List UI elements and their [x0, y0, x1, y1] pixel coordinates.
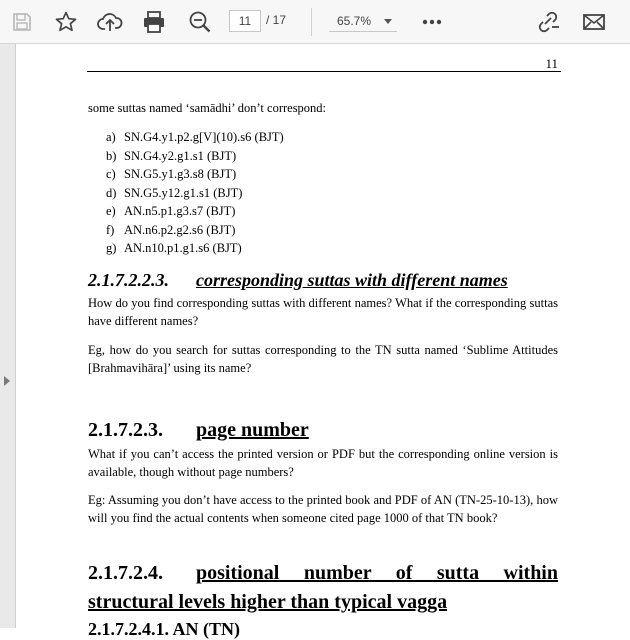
list-item-label: a) — [106, 130, 116, 144]
list-item — [106, 184, 284, 203]
heading-line — [88, 559, 558, 588]
list-item-label: b) — [106, 148, 117, 163]
list-item-label: c) — [106, 167, 116, 181]
paragraph: What if you can’t access the printed version or PDF but the corresponding online version is available, though without page numbers? — [88, 447, 558, 479]
list-item — [106, 221, 284, 240]
bookmark-star-icon[interactable] — [52, 8, 80, 36]
list-item — [106, 202, 284, 221]
zoom-out-icon[interactable] — [186, 8, 214, 36]
paragraph: How do you find corresponding suttas with different names? What if the corresponding suttas have different names? — [88, 296, 558, 328]
chevron-down-icon[interactable] — [384, 19, 392, 24]
list-item-label: d) — [106, 185, 117, 200]
section-title-line2: structural levels higher than typical vagga — [88, 591, 448, 613]
list-item-text: AN.n6.p2.g2.s6 (BJT) — [124, 222, 236, 237]
header-rule — [87, 71, 561, 72]
toolbar-divider — [311, 8, 312, 36]
intro-text: some suttas named ‘samādhi’ don’t correspond: — [88, 101, 327, 115]
toolbar — [0, 0, 630, 44]
zoom-value: 65.7% — [337, 14, 372, 28]
list-item-text: AN.n5.p1.g3.s7 (BJT) — [124, 204, 236, 218]
page-total: / 17 — [266, 13, 287, 27]
section-title: corresponding suttas with different names — [196, 270, 508, 290]
partial-heading-text: 2.1.7.2.4.1. AN (TN) — [88, 619, 240, 639]
paragraph: Eg: Assuming you don’t have access to the printed book and PDF of AN (TN-25-10-13), how will you find the actual contents when someone cited page 1000 of that TN book? — [88, 493, 558, 525]
list-item-label: g) — [106, 241, 117, 255]
list-item-text: AN.n10.p1.g1.s6 (BJT) — [124, 241, 242, 255]
document-page — [17, 44, 630, 639]
upload-cloud-icon[interactable] — [96, 8, 124, 36]
side-panel-toggle[interactable] — [0, 44, 16, 628]
partial-heading — [88, 618, 240, 639]
list-item — [106, 165, 284, 184]
section-number: 2.1.7.2.2.3. — [88, 270, 169, 290]
expand-arrow-icon[interactable] — [4, 376, 10, 386]
print-icon[interactable] — [140, 8, 168, 36]
section-number: 2.1.7.2.3. — [88, 419, 163, 441]
list-item-text: SN.G5.y1.g3.s8 (BJT) — [124, 167, 237, 181]
section-heading — [88, 559, 558, 617]
list-item — [106, 128, 284, 147]
sutta-list — [106, 128, 284, 258]
page-number: 11 — [545, 56, 558, 71]
section-number: 2.1.7.2.4. — [88, 562, 163, 584]
list-item-text: SN.G4.y2.g1.s1 (BJT) — [124, 148, 237, 163]
section-title: page number — [196, 419, 309, 441]
share-link-icon[interactable] — [534, 8, 562, 36]
list-item-text: SN.G5.y12.g1.s1 (BJT) — [124, 185, 243, 200]
list-item-label: f) — [106, 222, 115, 237]
more-options-icon[interactable] — [418, 8, 446, 36]
list-item-label: e) — [106, 204, 116, 218]
section-heading — [88, 270, 508, 291]
paragraph: Eg, how do you search for suttas corresponding to the TN sutta named ‘Sublime Attitudes [Brahmavihāra]’ using its name? — [88, 343, 558, 375]
list-item-text: SN.G4.y1.p2.g[V](10).s6 (BJT) — [124, 130, 284, 144]
list-item — [106, 147, 284, 166]
list-item — [106, 239, 284, 258]
email-icon[interactable] — [580, 8, 608, 36]
save-icon[interactable] — [8, 8, 36, 36]
section-heading — [88, 419, 309, 442]
section-title-line1: positional number of sutta within — [196, 562, 558, 584]
page-number-input[interactable]: 11 — [229, 10, 261, 32]
